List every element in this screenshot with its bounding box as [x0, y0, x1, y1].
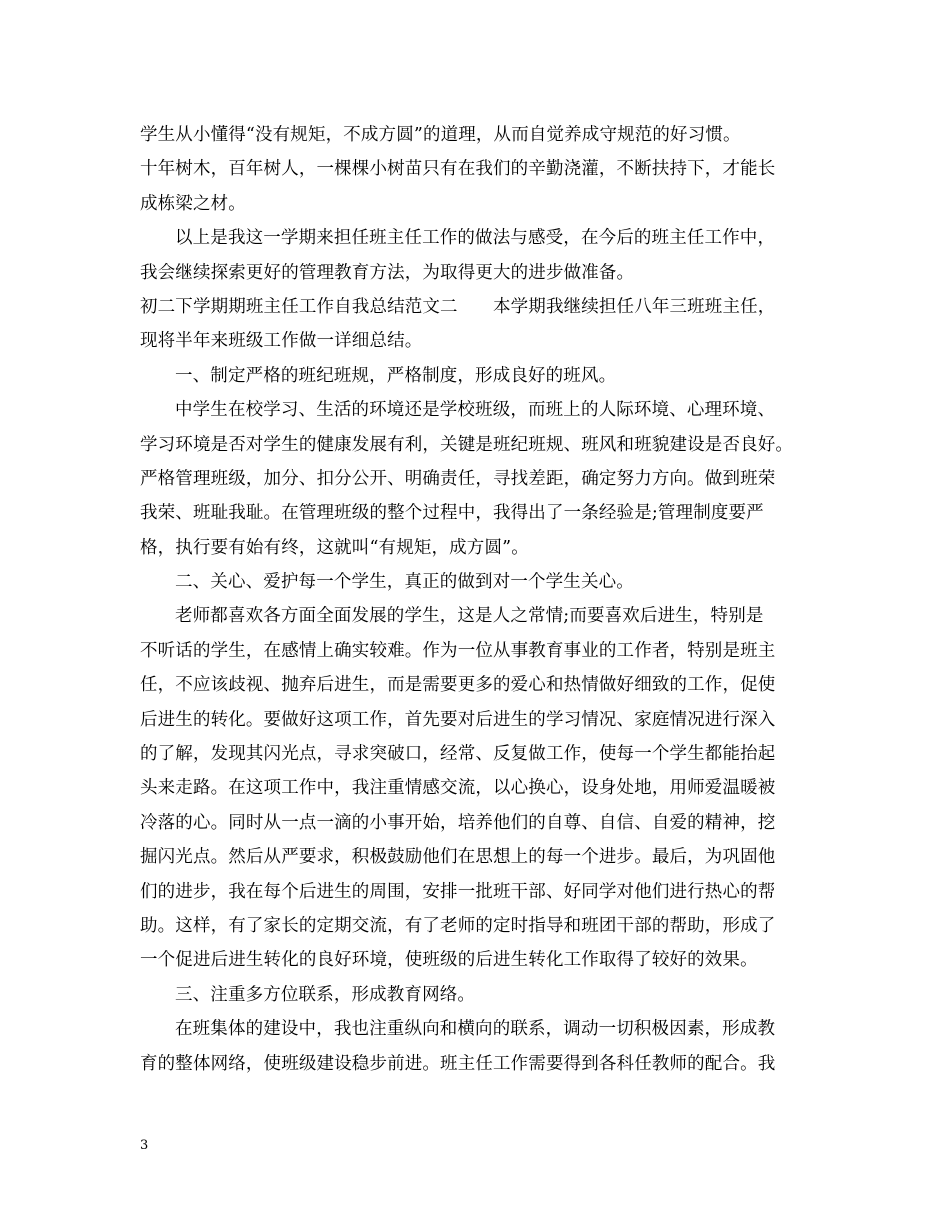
- text-line: 的了解，发现其闪光点，寻求突破口，经常、反复做工作，使每一个学生都能抬起: [140, 744, 776, 765]
- text-line: 十年树木，百年树人，一棵棵小树苗只有在我们的辛勤浇灌，不断扶持下，才能长: [140, 159, 776, 180]
- text-line: 助。这样，有了家长的定期交流，有了老师的定时指导和班团干部的帮助，形成了: [140, 915, 776, 936]
- text-line: 在班集体的建设中，我也注重纵向和横向的联系，调动一切积极因素，形成教: [175, 1019, 776, 1040]
- text-line: 初二下学期期班主任工作自我总结范文二 本学期我继续担任八年三班班主任，: [140, 296, 776, 317]
- text-line: 任，不应该歧视、抛弃后进生，而是需要更多的爱心和热情做好细致的工作，促使: [140, 675, 776, 696]
- text-line: 一、制定严格的班纪班规，严格制度，形成良好的班风。: [175, 365, 617, 386]
- text-line: 们的进步，我在每个后进生的周围，安排一批班干部、好同学对他们进行热心的帮: [140, 881, 776, 902]
- text-line: 后进生的转化。要做好这项工作，首先要对后进生的学习情况、家庭情况进行深入: [140, 709, 776, 730]
- text-line: 头来走路。在这项工作中，我注重情感交流，以心换心，设身处地，用师爱温暖被: [140, 778, 776, 799]
- text-line: 我荣、班耻我耻。在管理班级的整个过程中，我得出了一条经验是;管理制度要严: [140, 503, 764, 524]
- text-line: 老师都喜欢各方面全面发展的学生，这是人之常情;而要喜欢后进生，特别是: [175, 606, 764, 627]
- text-line: 学生从小懂得“没有规矩，不成方圆”的道理，从而自觉养成守规范的好习惯。: [140, 125, 741, 145]
- text-line: 掘闪光点。然后从严要求，积极鼓励他们在思想上的每一个进步。最后，为巩固他: [140, 847, 776, 868]
- text-line: 三、注重多方位联系，形成教育网络。: [175, 984, 476, 1005]
- text-line: 成栋梁之材。: [140, 193, 246, 214]
- text-line: 格，执行要有始有终，这就叫“有规矩，成方圆”。: [140, 537, 529, 558]
- text-line: 不听话的学生，在感情上确实较难。作为一位从事教育事业的工作者，特别是班主: [140, 640, 776, 661]
- text-line: 以上是我这一学期来担任班主任工作的做法与感受，在今后的班主任工作中，: [175, 228, 776, 249]
- text-line: 二、关心、爱护每一个学生，真正的做到对一个学生关心。: [175, 572, 634, 593]
- text-line: 学习环境是否对学生的健康发展有利，关键是班纪班规、班风和班貌建设是否良好。: [140, 434, 794, 455]
- document-body: [140, 118, 820, 1081]
- text-line: 我会继续探索更好的管理教育方法，为取得更大的进步做准备。: [140, 262, 635, 283]
- text-line: 现将半年来班级工作做一详细总结。: [140, 331, 423, 352]
- text-line: 一个促进后进生转化的良好环境，使班级的后进生转化工作取得了较好的效果。: [140, 950, 758, 971]
- text-line: 冷落的心。同时从一点一滴的小事开始，培养他们的自尊、自信、自爱的精神，挖: [140, 812, 776, 833]
- text-line: 育的整体网络，使班级建设稳步前进。班主任工作需要得到各科任教师的配合。我: [140, 1053, 776, 1074]
- page-number: 3: [140, 1138, 149, 1153]
- text-line: 严格管理班级，加分、扣分公开、明确责任，寻找差距，确定努力方向。做到班荣: [140, 468, 776, 489]
- text-line: 中学生在校学习、生活的环境还是学校班级，而班上的人际环境、心理环境、: [175, 400, 776, 421]
